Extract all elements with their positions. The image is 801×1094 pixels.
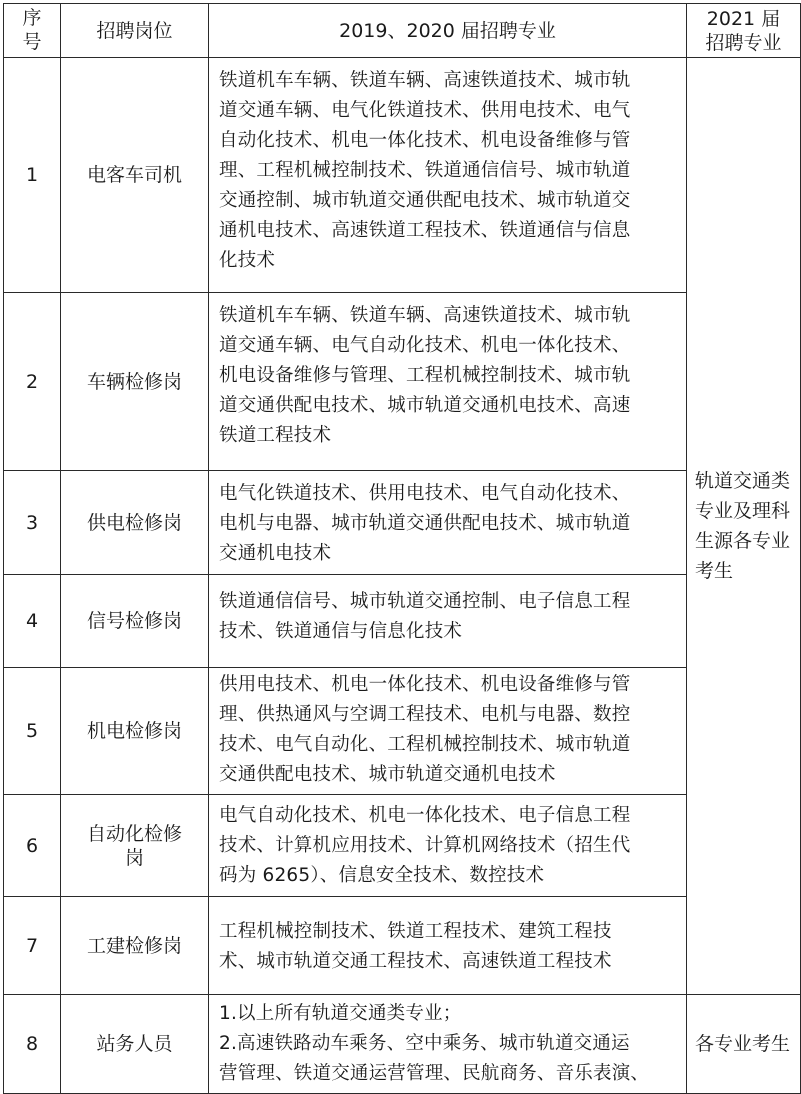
- header-position: 招聘岗位: [61, 4, 209, 58]
- row-seq: 8: [4, 995, 61, 1094]
- row-position: 信号检修岗: [61, 575, 209, 668]
- row-position: 自动化检修 岗: [61, 795, 209, 897]
- table-row: [4, 575, 801, 668]
- table-row: [4, 58, 801, 293]
- row-position: 车辆检修岗: [61, 293, 209, 471]
- row-seq: 4: [4, 575, 61, 668]
- requirement-2021-row-8: 各专业考生: [687, 995, 801, 1094]
- row-majors: 电气化铁道技术、供用电技术、电气自动化技术、 电机与电器、城市轨道交通供配电技术、城市轨道 交通机电技术: [209, 471, 687, 575]
- row-majors: 供用电技术、机电一体化技术、机电设备维修与管 理、供热通风与空调工程技术、电机与电器、数控 技术、电气自动化、工程机械控制技术、城市轨道 交通供配电技术、城市轨道交通机电技术: [209, 668, 687, 795]
- row-seq: 5: [4, 668, 61, 795]
- row-position: 站务人员: [61, 995, 209, 1094]
- row-seq: 2: [4, 293, 61, 471]
- header-majors-2021: 2021 届 招聘专业: [687, 4, 801, 58]
- header-row: [4, 4, 801, 58]
- row-majors: 铁道机车车辆、铁道车辆、高速铁道技术、城市轨 道交通车辆、电气自动化技术、机电一体化技术、 机电设备维修与管理、工程机械控制技术、城市轨 道交通供配电技术、城市轨道交通机电技术、高速 铁道工程技术: [209, 293, 687, 471]
- row-position: 工建检修岗: [61, 897, 209, 995]
- recruitment-table: [3, 3, 801, 1094]
- header-majors-2019-2020: 2019、2020 届招聘专业: [209, 4, 687, 58]
- row-position: 机电检修岗: [61, 668, 209, 795]
- requirement-2021-rows-1-7: 轨道交通类专业及理科生源各专业考生: [687, 58, 801, 995]
- table-row: [4, 995, 801, 1094]
- row-majors: 1.以上所有轨道交通类专业； 2.高速铁路动车乘务、空中乘务、城市轨道交通运 营管理、铁道交通运营管理、民航商务、音乐表演、: [209, 995, 687, 1094]
- row-majors: 工程机械控制技术、铁道工程技术、建筑工程技 术、城市轨道交通工程技术、高速铁道工程技术: [209, 897, 687, 995]
- table-row: [4, 293, 801, 471]
- row-majors: 铁道通信信号、城市轨道交通控制、电子信息工程 技术、铁道通信与信息化技术: [209, 575, 687, 668]
- row-majors: 电气自动化技术、机电一体化技术、电子信息工程 技术、计算机应用技术、计算机网络技术（招生代 码为 6265）、信息安全技术、数控技术: [209, 795, 687, 897]
- table-row: [4, 795, 801, 897]
- row-position: 电客车司机: [61, 58, 209, 293]
- row-seq: 1: [4, 58, 61, 293]
- table-row: [4, 471, 801, 575]
- row-seq: 7: [4, 897, 61, 995]
- table-row: [4, 897, 801, 995]
- header-seq: 序号: [4, 4, 61, 58]
- row-seq: 3: [4, 471, 61, 575]
- table-row: [4, 668, 801, 795]
- row-position: 供电检修岗: [61, 471, 209, 575]
- row-seq: 6: [4, 795, 61, 897]
- row-majors: 铁道机车车辆、铁道车辆、高速铁道技术、城市轨 道交通车辆、电气化铁道技术、供用电技术、电气 自动化技术、机电一体化技术、机电设备维修与管 理、工程机械控制技术、铁道通信信号、城市轨道 交通控制、城市轨道交通供配电技术、城市轨道交 通机电技术、高速铁道工程技术、铁道通信与信息 化技术: [209, 58, 687, 293]
